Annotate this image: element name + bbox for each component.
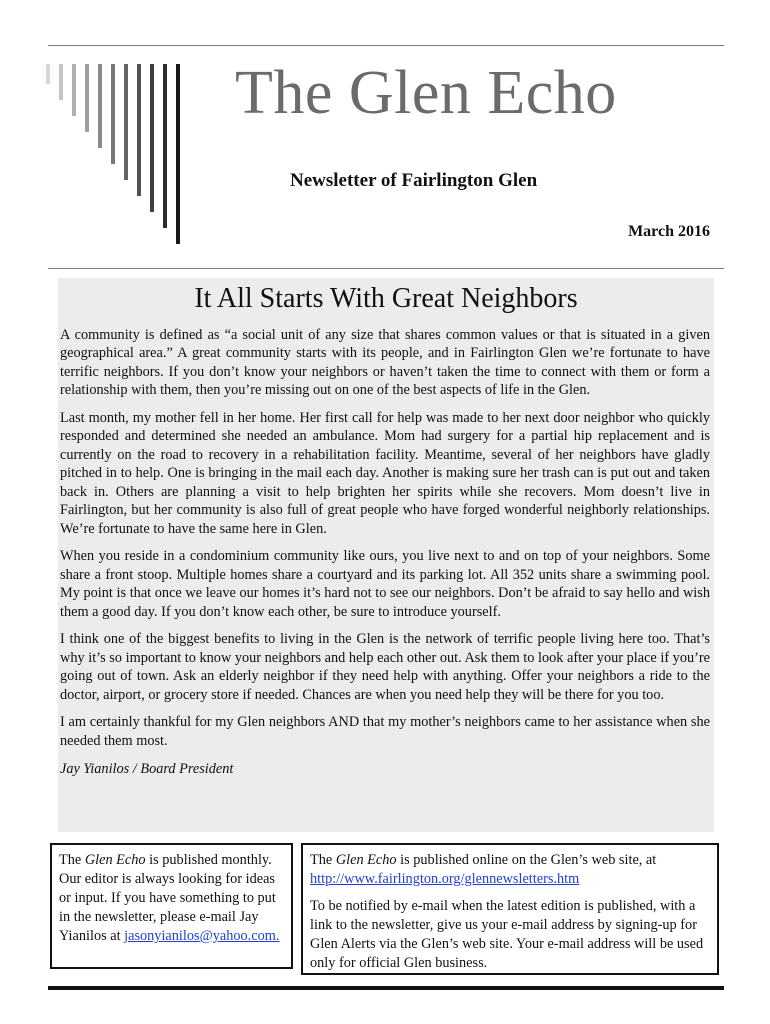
article-paragraph: I think one of the biggest benefits to living in the Glen is the network of terrific people living here too. That’s why it’s so important to know your neighbors and help each other out. Ask them to look after your place if you’re going out of town. Ask an elderly neighbor if they need help with anything. Offer your neighbors a ride to the doctor, airport, or grocery store if needed. Chances are when you need help they will be there for you too. [60, 631, 710, 703]
editor-email-link[interactable]: jasonyianilos@yahoo.com. [124, 928, 280, 944]
masthead-bar [111, 64, 115, 164]
article-title: It All Starts With Great Neighbors [194, 283, 578, 314]
masthead-bar [85, 64, 89, 132]
article-paragraph: Last month, my mother fell in her home. Her first call for help was made to her next door neighbor who quickly responded and determined she needed an ambulance. Mom had surgery for a partial hip replacement and is currently on the road to recovery in a rehabilitation facility. Meantime, several of her neighbors have gladly pitched in to help. One is bringing in the mail each day. Another is making sure her trash can is put out and taken back in. Others are planning a visit to help brighten her spirits while she recovers. Mom doesn’t live in Fairlington, but her community is also full of great people who have forged wonderful neighborly relationships. We’re fortunate to have the same here in Glen. [60, 409, 710, 537]
article-paragraph: I am certainly thankful for my Glen neighbors AND that my mother’s neighbors came to her assistance when she needed them most. [60, 714, 710, 749]
editor-info-box [50, 843, 293, 969]
article-signature: Jay Yianilos / Board President [60, 761, 234, 778]
editor-info-text: The Glen Echo is published monthly. Our editor is always looking for ideas or input. If you have something to put in the newsletter, please e-mail Jay Yianilos at jasonyianilos@yahoo.com. [59, 852, 280, 944]
masthead-bar [46, 64, 50, 84]
masthead-divider [48, 268, 724, 269]
lead-article [58, 278, 714, 832]
online-info-box [301, 843, 719, 975]
masthead-bar [72, 64, 76, 116]
newsletter-web-link[interactable]: http://www.fairlington.org/glennewsletters.htm [310, 871, 580, 887]
top-rule [48, 45, 724, 46]
publication-name: Glen Echo [335, 852, 397, 868]
article-paragraph: A community is defined as “a social unit of any size that shares common values or that is situated in a given geographical area.” A great community starts with its people, and in Fairlington Glen we’re fortunate to have terrific neighbors. If you don’t know your neighbors or haven’t taken the time to connect with them or form a relationship with them, then you’re missing out on one of the best aspects of life in the Glen. [60, 326, 710, 399]
masthead-bar [176, 64, 180, 244]
article-paragraph: When you reside in a condominium community like ours, you live next to and on top of your neighbors. Some share a front stoop. Multiple homes share a courtyard and its parking lot. All 352 units share a swimming pool. My point is that once we leave our homes it’s hard not to see our neighbors. Don’t be afraid to say hello and wish them a good day. If you don’t know each other, be sure to introduce yourself. [60, 548, 710, 620]
masthead-bar [59, 64, 63, 100]
newsletter-title: The Glen Echo [235, 59, 617, 127]
masthead-bar [137, 64, 141, 196]
masthead-bar [98, 64, 102, 148]
masthead-bar [150, 64, 154, 212]
masthead-bars-graphic [46, 64, 196, 244]
newsletter-subtitle: Newsletter of Fairlington Glen [290, 170, 538, 191]
notification-text: To be notified by e-mail when the latest edition is published, with a link to the newsletter, give us your e-mail address by signing-up for Glen Alerts via the Glen’s web site. Your e-mail address will be used only for official Glen business. [310, 898, 704, 971]
issue-date: March 2016 [628, 223, 710, 240]
masthead-bar [124, 64, 128, 180]
masthead-bar [163, 64, 167, 228]
publication-name: Glen Echo [84, 852, 146, 868]
online-info-text: The Glen Echo is published online on the Glen’s web site, at http://www.fairlington.org/glennewsletters.htm [310, 852, 657, 887]
bottom-rule [48, 986, 724, 990]
